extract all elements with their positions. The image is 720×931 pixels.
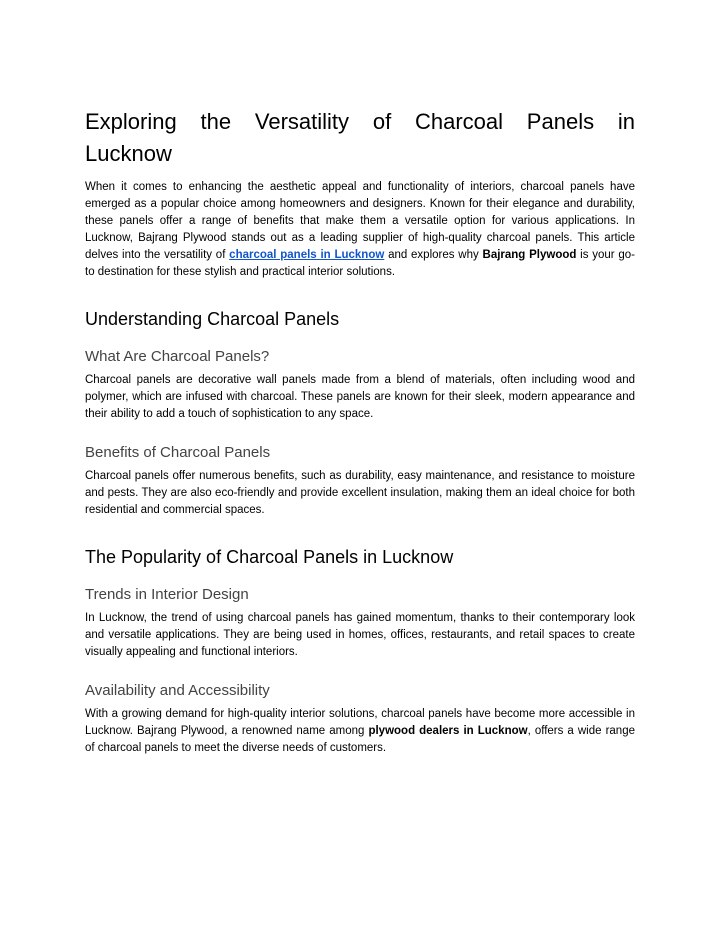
subheading-availability: Availability and Accessibility bbox=[85, 682, 270, 699]
section-heading-understanding: Understanding Charcoal Panels bbox=[85, 309, 340, 329]
subheading-trends: Trends in Interior Design bbox=[85, 586, 249, 603]
paragraph-trends: In Lucknow, the trend of using charcoal panels has gained momentum, thanks to their contemporary look and versatile applications. They are being used in homes, offices, restaurants, and retail spaces to create visually appealing and functional interiors. bbox=[85, 612, 635, 658]
intro-paragraph bbox=[85, 179, 635, 281]
availability-text-1: With a growing demand for high-quality interior solutions, charcoal panels have become more accessible in Lucknow. Bajrang Plywood, a renowned name among bbox=[85, 708, 635, 737]
document-body bbox=[85, 106, 635, 757]
subheading-what-are: What Are Charcoal Panels? bbox=[85, 348, 270, 365]
page-title: Exploring the Versatility of Charcoal Panels in Lucknow bbox=[85, 109, 635, 166]
subheading-benefits: Benefits of Charcoal Panels bbox=[85, 444, 271, 461]
intro-text-3: is your go-to destination for these stylish and practical interior solutions. bbox=[85, 249, 636, 278]
intro-text-1: When it comes to enhancing the aesthetic appeal and functionality of interiors, charcoal panels have emerged as a popular choice among homeowners and designers. Known for their elegance and durability, these panels offer a range of benefits that make them a versatile option for various applications. In Lucknow, Bajrang Plywood stands out as a leading supplier of high-quality charcoal panels. This article delves into the versatility of bbox=[85, 181, 635, 261]
intro-text-2: and explores why bbox=[384, 249, 483, 261]
availability-text-2: , offers a wide range of charcoal panels to meet the diverse needs of customers. bbox=[85, 725, 635, 754]
availability-bold-dealers: plywood dealers in Lucknow bbox=[368, 725, 528, 737]
section-heading-popularity: The Popularity of Charcoal Panels in Lucknow bbox=[85, 547, 454, 567]
paragraph-benefits: Charcoal panels offer numerous benefits, such as durability, easy maintenance, and resistance to moisture and pests. They are also eco-friendly and provide excellent insulation, making them an ideal choice for both residential and commercial spaces. bbox=[85, 470, 635, 516]
paragraph-availability bbox=[85, 706, 635, 757]
intro-bold-brand: Bajrang Plywood bbox=[482, 249, 577, 261]
paragraph-what-are: Charcoal panels are decorative wall panels made from a blend of materials, often including wood and polymer, which are infused with charcoal. These panels are known for their sleek, modern appearance and their ability to add a touch of sophistication to any space. bbox=[85, 374, 635, 420]
charcoal-panels-link[interactable]: charcoal panels in Lucknow bbox=[229, 249, 385, 261]
